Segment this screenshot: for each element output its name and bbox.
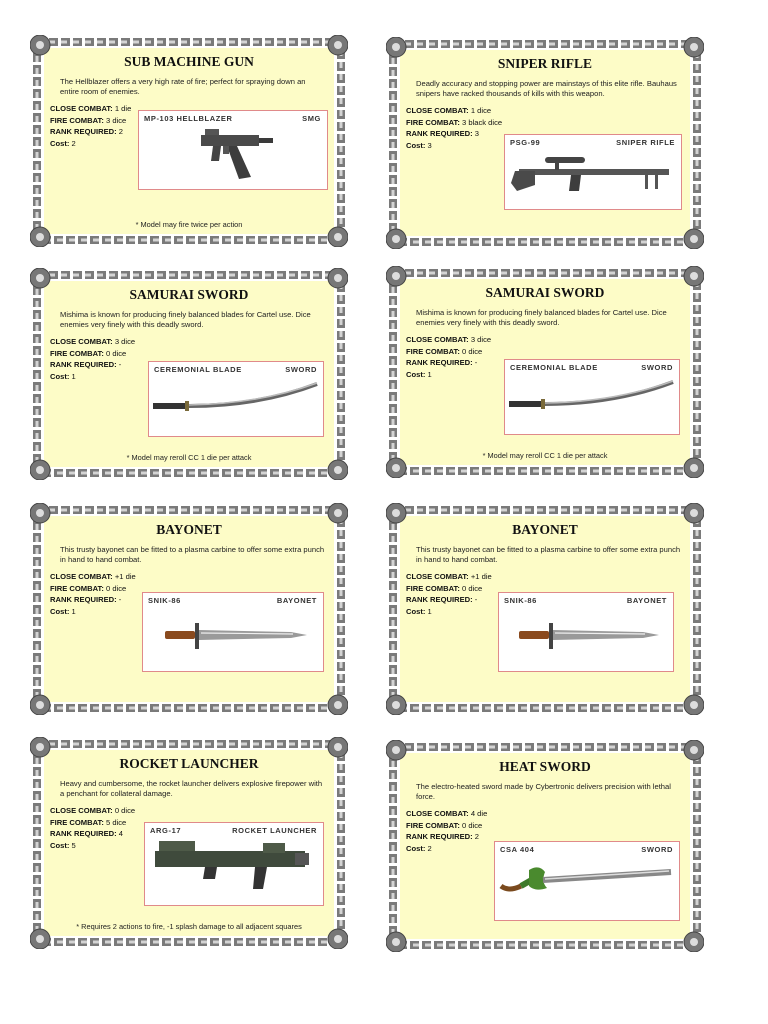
rank-required-value: 2 bbox=[118, 127, 124, 136]
fire-combat-value: 0 dice bbox=[461, 583, 483, 593]
weapon-type: BAYONET bbox=[276, 596, 317, 605]
rank-required-value: - bbox=[474, 595, 478, 604]
close-combat-label: CLOSE COMBAT: bbox=[50, 806, 113, 815]
cost-label: Cost: bbox=[50, 138, 70, 148]
fire-combat-label: FIRE COMBAT: bbox=[406, 583, 460, 593]
chain-frame bbox=[386, 740, 704, 952]
close-combat-label: CLOSE COMBAT: bbox=[50, 572, 113, 581]
card-note: * Requires 2 actions to fire, -1 splash damage to all adjacent squares bbox=[76, 922, 302, 931]
card-title: SAMURAI SWORD bbox=[485, 285, 605, 300]
weapon-card bbox=[386, 37, 704, 249]
rank-required-value: - bbox=[474, 358, 478, 367]
fire-combat-label: FIRE COMBAT: bbox=[406, 346, 460, 356]
close-combat-value: 4 die bbox=[470, 809, 488, 818]
close-combat-value: 3 dice bbox=[114, 337, 136, 346]
cost-value: 2 bbox=[71, 138, 76, 148]
chain-frame bbox=[30, 503, 348, 715]
card-title: SAMURAI SWORD bbox=[129, 287, 249, 302]
weapon-code: ARG-17 bbox=[150, 826, 182, 835]
weapon-code: PSG-99 bbox=[510, 138, 541, 147]
card-description: Heavy and cumbersome, the rocket launcher delivers explosive firepower with a penchant for collateral damage. bbox=[60, 779, 323, 798]
rank-required-label: RANK REQUIRED: bbox=[406, 129, 473, 138]
card-title: ROCKET LAUNCHER bbox=[119, 756, 259, 771]
fire-combat-value: 0 dice bbox=[461, 346, 483, 356]
cost-value: 5 bbox=[71, 840, 76, 850]
rank-required-label: RANK REQUIRED: bbox=[406, 832, 473, 841]
card-title: SNIPER RIFLE bbox=[497, 56, 593, 71]
fire-combat-value: 0 dice bbox=[105, 348, 127, 358]
cost-value: 3 bbox=[427, 140, 432, 150]
card-description: Mishima is known for producing finely balanced blades for Cartel use. Dice enemies very finely with this deadly sword. bbox=[60, 310, 311, 329]
card-title: BAYONET bbox=[512, 522, 578, 537]
cost-label: Cost: bbox=[406, 369, 426, 379]
weapon-type: SNIPER RIFLE bbox=[616, 138, 675, 147]
rank-required-label: RANK REQUIRED: bbox=[50, 595, 117, 604]
close-combat-label: CLOSE COMBAT: bbox=[50, 337, 113, 346]
cost-value: 1 bbox=[71, 606, 76, 616]
close-combat-value: 1 dice bbox=[470, 106, 492, 115]
close-combat-value: +1 die bbox=[114, 572, 136, 581]
fire-combat-label: FIRE COMBAT: bbox=[50, 583, 104, 593]
rank-required-value: - bbox=[118, 595, 122, 604]
chain-frame bbox=[30, 268, 348, 480]
close-combat-label: CLOSE COMBAT: bbox=[406, 572, 469, 581]
fire-combat-label: FIRE COMBAT: bbox=[50, 817, 104, 827]
chain-frame bbox=[386, 503, 704, 715]
cost-value: 1 bbox=[427, 606, 432, 616]
weapon-type: SWORD bbox=[641, 845, 673, 854]
fire-combat-value: 5 dice bbox=[105, 817, 127, 827]
rank-required-value: 4 bbox=[118, 829, 124, 838]
weapon-code: CEREMONIAL BLADE bbox=[154, 365, 242, 374]
card-description: The electro-heated sword made by Cybertronic delivers precision with lethal force. bbox=[416, 782, 671, 801]
cost-label: Cost: bbox=[406, 606, 426, 616]
weapon-type: ROCKET LAUNCHER bbox=[232, 826, 317, 835]
chain-frame bbox=[30, 737, 348, 949]
cost-label: Cost: bbox=[50, 606, 70, 616]
rank-required-value: - bbox=[118, 360, 122, 369]
cost-value: 1 bbox=[427, 369, 432, 379]
weapon-card bbox=[386, 503, 704, 715]
fire-combat-label: FIRE COMBAT: bbox=[50, 348, 104, 358]
card-title: SUB MACHINE GUN bbox=[124, 54, 254, 69]
cost-value: 1 bbox=[71, 371, 76, 381]
rank-required-label: RANK REQUIRED: bbox=[406, 595, 473, 604]
weapon-card bbox=[386, 266, 704, 478]
fire-combat-value: 0 dice bbox=[105, 583, 127, 593]
cost-label: Cost: bbox=[406, 843, 426, 853]
card-description: Mishima is known for producing finely balanced blades for Cartel use. Dice enemies very finely with this deadly sword. bbox=[416, 308, 667, 327]
card-description: The Hellblazer offers a very high rate of fire; perfect for spraying down an entire room of enemies. bbox=[60, 77, 306, 96]
weapon-code: CEREMONIAL BLADE bbox=[510, 363, 598, 372]
card-note: * Model may reroll CC 1 die per attack bbox=[126, 453, 252, 462]
weapon-card bbox=[30, 35, 348, 247]
card-note: * Model may reroll CC 1 die per attack bbox=[482, 451, 608, 460]
chain-frame bbox=[386, 37, 704, 249]
cost-label: Cost: bbox=[406, 140, 426, 150]
card-description: This trusty bayonet can be fitted to a plasma carbine to offer some extra punch in hand to hand combat. bbox=[416, 545, 681, 564]
rank-required-value: 3 bbox=[474, 129, 480, 138]
close-combat-value: 0 dice bbox=[114, 806, 136, 815]
cost-label: Cost: bbox=[50, 840, 70, 850]
card-description: This trusty bayonet can be fitted to a plasma carbine to offer some extra punch in hand to hand combat. bbox=[60, 545, 325, 564]
close-combat-value: 3 dice bbox=[470, 335, 492, 344]
close-combat-value: +1 die bbox=[470, 572, 492, 581]
rank-required-label: RANK REQUIRED: bbox=[50, 360, 117, 369]
close-combat-value: 1 die bbox=[114, 104, 132, 113]
weapon-card bbox=[386, 740, 704, 952]
fire-combat-label: FIRE COMBAT: bbox=[50, 115, 104, 125]
close-combat-label: CLOSE COMBAT: bbox=[50, 104, 113, 113]
card-description: Deadly accuracy and stopping power are mainstays of this elite rifle. Bauhaus snipers have racked thousands of kills with this weapon. bbox=[416, 79, 677, 98]
weapon-type: SWORD bbox=[285, 365, 317, 374]
weapon-code: MP-103 HELLBLAZER bbox=[144, 114, 233, 123]
close-combat-label: CLOSE COMBAT: bbox=[406, 335, 469, 344]
fire-combat-value: 0 dice bbox=[461, 820, 483, 830]
chain-frame bbox=[386, 266, 704, 478]
close-combat-label: CLOSE COMBAT: bbox=[406, 809, 469, 818]
rank-required-label: RANK REQUIRED: bbox=[50, 829, 117, 838]
weapon-type: SWORD bbox=[641, 363, 673, 372]
rank-required-label: RANK REQUIRED: bbox=[406, 358, 473, 367]
weapon-code: CSA 404 bbox=[500, 845, 535, 854]
fire-combat-value: 3 black dice bbox=[461, 117, 503, 127]
weapon-type: SMG bbox=[302, 114, 321, 123]
fire-combat-label: FIRE COMBAT: bbox=[406, 117, 460, 127]
chain-frame bbox=[30, 35, 348, 247]
card-note: * Model may fire twice per action bbox=[135, 220, 243, 229]
close-combat-label: CLOSE COMBAT: bbox=[406, 106, 469, 115]
card-title: BAYONET bbox=[156, 522, 222, 537]
weapon-card bbox=[30, 268, 348, 480]
fire-combat-label: FIRE COMBAT: bbox=[406, 820, 460, 830]
fire-combat-value: 3 dice bbox=[105, 115, 127, 125]
weapon-card bbox=[30, 503, 348, 715]
weapon-code: SNIK-86 bbox=[148, 596, 181, 605]
weapon-card bbox=[30, 737, 348, 949]
weapon-code: SNIK-86 bbox=[504, 596, 537, 605]
rank-required-label: RANK REQUIRED: bbox=[50, 127, 117, 136]
cost-value: 2 bbox=[427, 843, 432, 853]
rank-required-value: 2 bbox=[474, 832, 480, 841]
cost-label: Cost: bbox=[50, 371, 70, 381]
card-title: HEAT SWORD bbox=[499, 759, 591, 774]
weapon-type: BAYONET bbox=[626, 596, 667, 605]
